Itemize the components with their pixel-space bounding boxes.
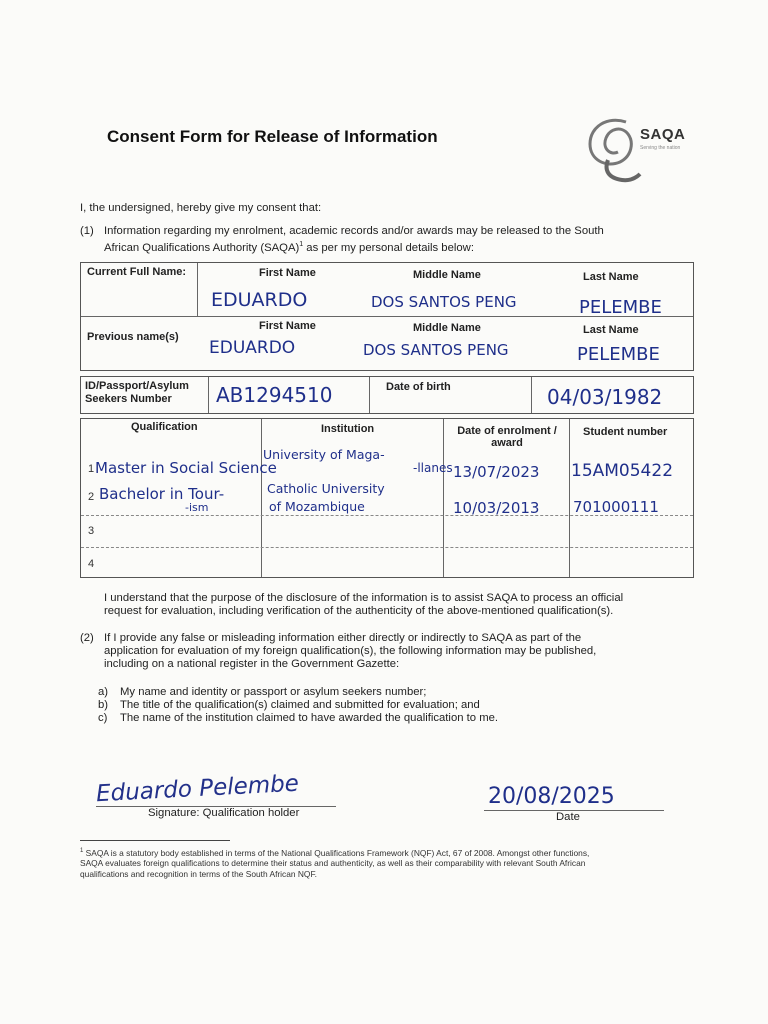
previous-name-label: Previous name(s) bbox=[87, 331, 179, 343]
prev-col-last-name: Last Name bbox=[583, 324, 639, 336]
row2-qualification-line2: -ism bbox=[185, 501, 209, 514]
qualifications-table bbox=[80, 418, 694, 578]
row-number: 4 bbox=[88, 558, 95, 570]
purpose-text: I understand that the purpose of the disclosure of the information is to assist SAQA to process an official request for evaluation, including verification of the authenticity of the above-mentioned qualification(s). bbox=[104, 592, 624, 617]
date-value: 20/08/2025 bbox=[488, 784, 615, 809]
page-title: Consent Form for Release of Information bbox=[107, 127, 438, 146]
logo-subtext: Serving the nation bbox=[640, 145, 681, 151]
clause1-text bbox=[104, 225, 684, 255]
col-middle-name: Middle Name bbox=[413, 269, 481, 281]
row1-institution-line1: University of Maga- bbox=[263, 447, 385, 462]
current-last-name: PELEMBE bbox=[579, 297, 662, 318]
clause1-number: (1) bbox=[80, 225, 94, 237]
current-name-label: Current Full Name: bbox=[87, 266, 187, 278]
saqa-swirl-icon bbox=[578, 112, 648, 184]
signature: Eduardo Pelembe bbox=[95, 770, 300, 808]
col-institution: Institution bbox=[321, 423, 375, 435]
row1-date: 13/07/2023 bbox=[453, 463, 540, 481]
id-label-line2: Seekers Number bbox=[85, 393, 172, 405]
row2-institution-line2: of Mozambique bbox=[269, 499, 365, 514]
current-middle-name: DOS SANTOS PENG bbox=[371, 293, 517, 311]
col-student-number: Student number bbox=[583, 426, 668, 438]
row1-institution-line2: -llanes bbox=[413, 461, 453, 475]
prev-col-first-name: First Name bbox=[259, 320, 316, 332]
intro-text: I, the undersigned, hereby give my consent that: bbox=[80, 202, 322, 214]
clause2-text: If I provide any false or misleading information either directly or indirectly to SAQA as part of the application for evaluation of my foreign qualification(s), the following information may be published, including on a national register in the Government Gazette: bbox=[104, 632, 597, 670]
previous-first-name: EDUARDO bbox=[209, 338, 296, 358]
row2-date: 10/03/2013 bbox=[453, 499, 540, 517]
previous-last-name: PELEMBE bbox=[577, 344, 660, 365]
row-number: 1 bbox=[88, 463, 95, 475]
signature-label: Signature: Qualification holder bbox=[148, 807, 300, 819]
names-table bbox=[80, 262, 694, 371]
clause2-number: (2) bbox=[80, 632, 94, 644]
row-number: 3 bbox=[88, 525, 95, 537]
col-first-name: First Name bbox=[259, 267, 316, 279]
current-first-name: EDUARDO bbox=[211, 289, 308, 311]
row-number: 2 bbox=[88, 491, 95, 503]
list-item: b) The title of the qualification(s) claimed and submitted for evaluation; and bbox=[98, 699, 480, 711]
id-table bbox=[80, 376, 694, 414]
date-label: Date bbox=[556, 811, 580, 823]
row1-student-number: 15AM05422 bbox=[571, 461, 674, 481]
row2-qualification-line1: Bachelor in Tour- bbox=[99, 485, 225, 503]
dob-value: 04/03/1982 bbox=[547, 385, 663, 409]
saqa-logo bbox=[578, 112, 690, 184]
clause1-line1: Information regarding my enrolment, academic records and/or awards may be released to the South bbox=[104, 225, 604, 237]
dob-label: Date of birth bbox=[386, 381, 451, 393]
row1-qualification: Master in Social Science bbox=[95, 459, 277, 477]
row2-institution-line1: Catholic University bbox=[267, 481, 385, 496]
col-last-name: Last Name bbox=[583, 271, 639, 283]
col-qualification: Qualification bbox=[131, 421, 198, 433]
logo-text: SAQA bbox=[640, 126, 686, 143]
clause1-line2: African Qualifications Authority (SAQA)$^1$ as per my personal details below: bbox=[104, 241, 474, 254]
footnote: $^1$ SAQA is a statutory body established in terms of the National Qualifications Framework (NQF) Act, 67 of 2008. Amongst other functions, SAQA evaluates foreign qualifications to determine their status and authenticity, as well as their comparability with relevant South African qualifications and recognition in terms of the South African NQF. bbox=[80, 847, 590, 879]
id-value: AB1294510 bbox=[216, 383, 333, 407]
disclosure-list bbox=[98, 686, 498, 725]
col-date: Date of enrolment / award bbox=[457, 425, 557, 449]
list-item: a) My name and identity or passport or asylum seekers number; bbox=[98, 686, 427, 698]
row2-student-number: 701000111 bbox=[573, 498, 659, 516]
previous-middle-name: DOS SANTOS PENG bbox=[363, 341, 509, 359]
list-item: c) The name of the institution claimed to have awarded the qualification to me. bbox=[98, 712, 499, 724]
id-label-line1: ID/Passport/Asylum bbox=[85, 380, 189, 392]
prev-col-middle-name: Middle Name bbox=[413, 322, 481, 334]
